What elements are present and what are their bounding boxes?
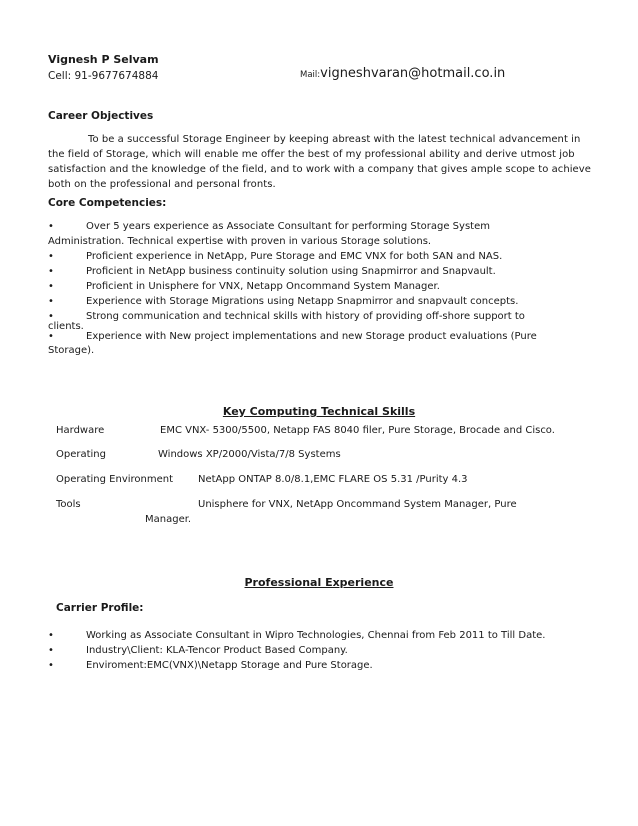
competency-text: clients. [48,321,84,332]
competency-text: Strong communication and technical skills with history of providing off-shore support to [86,311,525,322]
bullet-icon: • [48,645,54,656]
career-text: To be a successful Storage Engineer by keeping abreast with the latest technical advancement in the field of Storage, which will enable me offer the best of my professional ability and derive utmost job satisfaction and the knowledge of the field, and to work with a company that gives ample scope to achieve both on the professional and personal fronts. [48,134,591,190]
skill-label: Tools [56,499,81,510]
skill-label: Hardware [56,425,105,436]
experience-heading: Professional Experience [244,576,394,589]
competency-text: Experience with Storage Migrations using Netapp Snapmirror and snapvault concepts. [86,296,519,307]
skill-value: EMC VNX- 5300/5500, Netapp FAS 8040 filer, Pure Storage, Brocade and Cisco. [160,425,555,436]
skill-label: Operating Environment [56,474,174,485]
skill-row-operating-environment [56,474,468,485]
cell-number: Cell: 91-9677674884 [48,70,159,82]
skill-row-tools [56,499,517,510]
bullet-icon: • [48,630,54,641]
bullet-icon: • [48,251,54,262]
competency-text: Proficient in NetApp business continuity solution using Snapmirror and Snapvault. [86,266,496,277]
experience-text: Industry\Client: KLA-Tencor Product Based Company. [86,645,348,656]
bullet-icon: • [48,331,54,342]
competency-text: Experience with New project implementations and new Storage product evaluations (Pure [86,331,537,342]
career-paragraph [48,132,593,192]
mail-label: Mail: [300,70,321,80]
bullet-icon: • [48,311,54,322]
competency-text: Proficient experience in NetApp, Pure Storage and EMC VNX for both SAN and NAS. [86,251,503,262]
skill-row-hardware [56,425,555,436]
skill-value: NetApp ONTAP 8.0/8.1,EMC FLARE OS 5.31 /Purity 4.3 [198,474,468,485]
bullet-icon: • [48,281,54,292]
bullet-icon: • [48,221,54,232]
bullet-icon: • [48,296,54,307]
skill-value: Unisphere for VNX, NetApp Oncommand System Manager, Pure [198,499,517,510]
mail-line [300,66,505,81]
competency-text: Administration. Technical expertise with proven in various Storage solutions. [48,236,432,247]
skill-label: Operating [56,449,106,460]
experience-text: Working as Associate Consultant in Wipro Technologies, Chennai from Feb 2011 to Till Date. [86,630,546,641]
competencies-heading: Core Competencies: [48,197,167,209]
mail-value: vigneshvaran@hotmail.co.in [320,66,506,81]
carrier-profile-heading: Carrier Profile: [56,602,144,614]
experience-text: Enviroment:EMC(VNX)\Netapp Storage and Pure Storage. [86,660,373,671]
bullet-icon: • [48,266,54,277]
skills-heading: Key Computing Technical Skills [222,405,416,418]
skill-value: Manager. [145,514,192,525]
competency-text: Proficient in Unisphere for VNX, Netapp Oncommand System Manager. [86,281,440,292]
competency-text: Storage). [48,345,95,356]
skill-row-operating [56,449,341,460]
bullet-icon: • [48,660,54,671]
skill-value: Windows XP/2000/Vista/7/8 Systems [158,449,341,460]
competency-text: Over 5 years experience as Associate Consultant for performing Storage System [86,221,490,232]
career-heading: Career Objectives [48,110,154,122]
candidate-name: Vignesh P Selvam [48,53,159,66]
skill-row-tools-continuation [145,514,191,525]
